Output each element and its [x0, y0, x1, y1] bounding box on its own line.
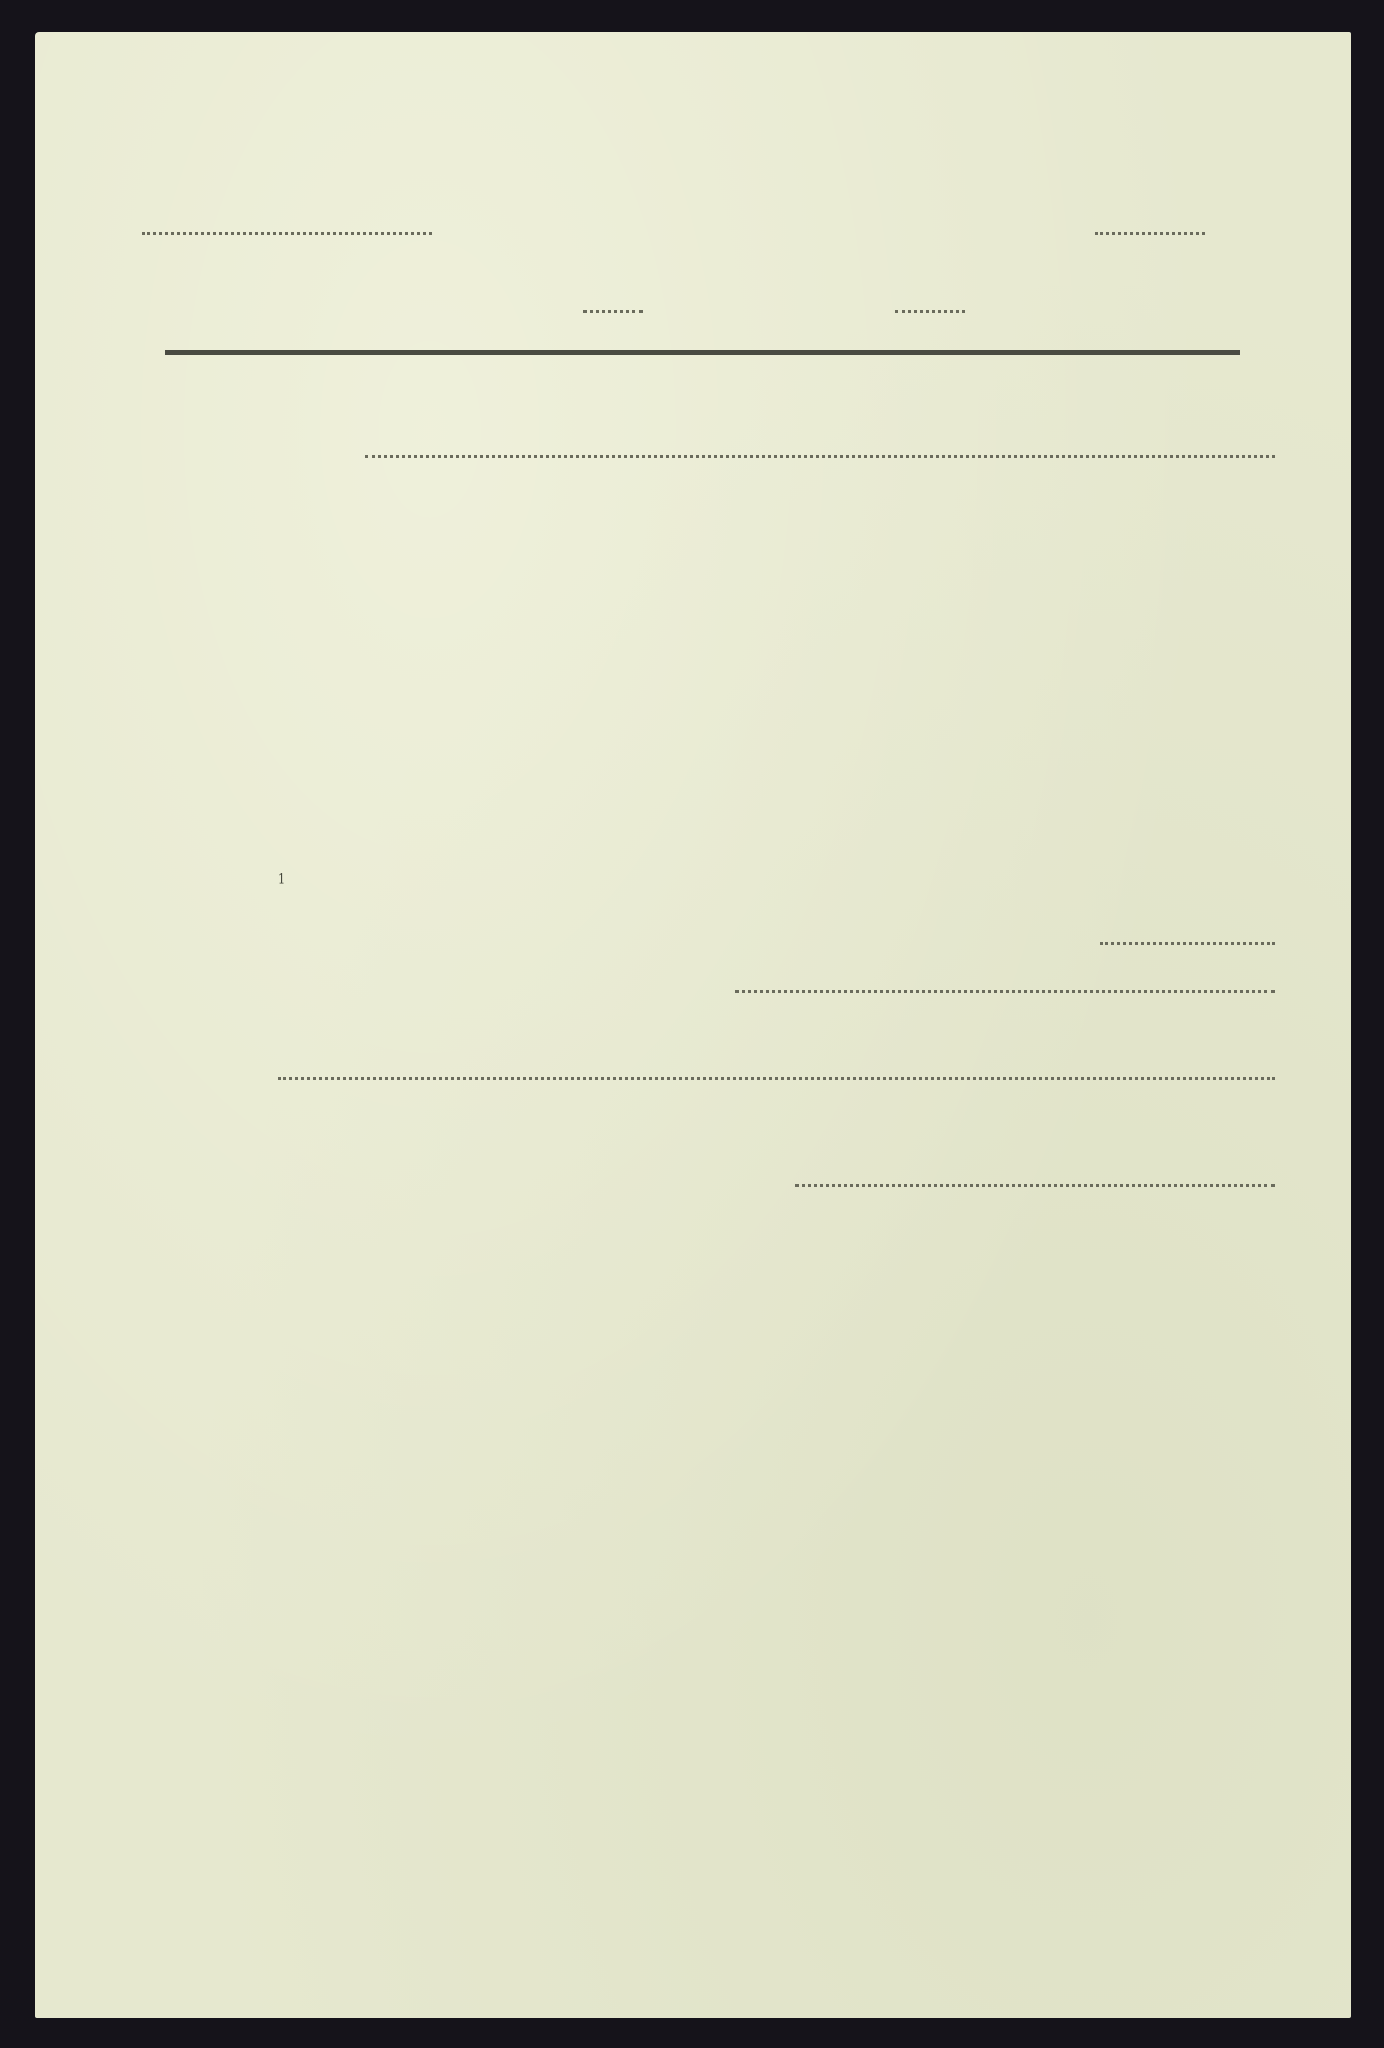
item-5-line2: 1 [278, 871, 286, 888]
header-divider [165, 350, 1240, 355]
birthplace-field-line[interactable] [735, 990, 1275, 993]
census-form-page [35, 32, 1351, 2018]
foreign-birthplace-field-line[interactable] [278, 1077, 1275, 1080]
taellingskreds-field-line [583, 310, 643, 313]
herred-field-line [142, 232, 432, 235]
full-name-field-line [365, 455, 1275, 458]
birth-month-field-line[interactable] [1100, 942, 1275, 945]
personseddel-field-line [1095, 232, 1205, 235]
husliste-field-line [895, 310, 965, 313]
item-6-birth-year [232, 918, 288, 949]
citizenship-field-line[interactable] [795, 1184, 1275, 1187]
